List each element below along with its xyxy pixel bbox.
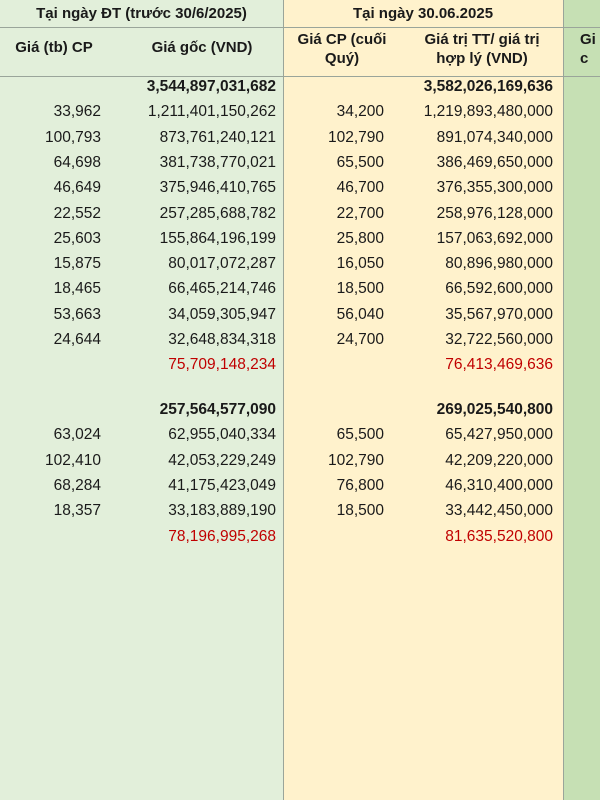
row-fair-value: 376,355,300,000 [436,179,553,197]
row-avg-price: 33,962 [53,103,101,121]
section-other-fair-value: 81,635,520,800 [445,527,553,545]
group-header-period-end: Tại ngày 30.06.2025 [352,5,494,22]
row-cost: 62,955,040,334 [168,426,276,444]
row-avg-price: 63,024 [53,426,101,444]
row-quarter-price: 22,700 [336,204,384,222]
row-cost: 41,175,423,049 [168,476,276,494]
header-fair-value-line1: Giá trị TT/ giá trị [424,31,540,48]
row-quarter-price: 102,790 [327,451,384,469]
row-quarter-price: 25,800 [336,229,384,247]
row-avg-price: 53,663 [53,305,101,323]
row-fair-value: 386,469,650,000 [436,153,553,171]
row-cost: 66,465,214,746 [168,280,276,298]
row-cost: 42,053,229,249 [168,451,276,469]
row-fair-value: 258,976,128,000 [436,204,553,222]
row-fair-value: 80,896,980,000 [445,255,553,273]
row-avg-price: 68,284 [53,476,101,494]
row-fair-value: 32,722,560,000 [445,331,553,348]
row-avg-price: 102,410 [44,451,101,469]
row-cost: 873,761,240,121 [159,128,276,146]
header-fair-value [404,30,560,68]
header-quarter-price [283,30,401,68]
header-next-column-line2: c [580,50,589,67]
row-cost: 257,285,688,782 [159,204,276,222]
row-quarter-price: 65,500 [336,153,384,171]
row-avg-price: 18,465 [53,280,101,298]
row-quarter-price: 56,040 [336,305,384,323]
row-avg-price: 18,357 [53,502,101,520]
row-avg-price: 25,603 [53,229,101,247]
group-header-investment-date: Tại ngày ĐT (trước 30/6/2025) [36,5,247,22]
column-divider [563,0,564,800]
row-avg-price: 100,793 [44,128,101,146]
row-cost: 1,211,401,150,262 [147,103,276,121]
row-avg-price: 24,644 [53,331,101,348]
row-avg-price: 64,698 [53,153,101,171]
section-total-fair-value: 3,582,026,169,636 [423,78,553,95]
row-quarter-price: 18,500 [336,502,384,520]
row-fair-value: 1,219,893,480,000 [423,103,553,121]
section-other-fair-value: 76,413,469,636 [445,356,553,374]
section-other-cost: 78,196,995,268 [168,527,276,545]
row-cost: 155,864,196,199 [159,229,276,247]
row-fair-value: 65,427,950,000 [445,426,553,444]
header-quarter-price-line1: Giá CP (cuối [297,31,387,48]
row-fair-value: 35,567,970,000 [445,305,553,323]
row-quarter-price: 76,800 [336,476,384,494]
header-cost: Giá gốc (VND) [151,39,253,56]
row-cost: 32,648,834,318 [168,331,276,348]
header-quarter-price-line2: Quý) [324,50,360,67]
next-column-band [563,0,600,800]
row-avg-price: 46,649 [53,179,101,197]
header-avg-price: Giá (tb) CP [15,39,93,56]
row-fair-value: 33,442,450,000 [445,502,553,520]
row-cost: 33,183,889,190 [168,502,276,520]
row-fair-value: 66,592,600,000 [445,280,553,298]
row-fair-value: 42,209,220,000 [445,451,553,469]
row-quarter-price: 46,700 [336,179,384,197]
header-fair-value-line2: hợp lý (VND) [436,50,528,67]
row-quarter-price: 102,790 [327,128,384,146]
row-avg-price: 22,552 [53,204,101,222]
row-quarter-price: 24,700 [336,331,384,348]
row-fair-value: 157,063,692,000 [436,229,553,247]
header-next-column-line1: Gi [580,31,596,48]
row-fair-value: 891,074,340,000 [436,128,553,146]
row-fair-value: 46,310,400,000 [445,476,553,494]
section-total-cost: 257,564,577,090 [159,401,276,418]
column-divider [283,0,284,800]
row-quarter-price: 18,500 [336,280,384,298]
row-quarter-price: 34,200 [336,103,384,121]
row-quarter-price: 16,050 [336,255,384,273]
row-cost: 375,946,410,765 [159,179,276,197]
row-avg-price: 15,875 [53,255,101,273]
header-next-column [580,30,600,68]
section-total-fair-value: 269,025,540,800 [436,401,553,418]
section-other-cost: 75,709,148,234 [168,356,276,374]
section-total-cost: 3,544,897,031,682 [146,78,276,95]
header-divider [0,27,600,28]
row-cost: 381,738,770,021 [159,153,276,171]
row-cost: 34,059,305,947 [168,305,276,323]
row-cost: 80,017,072,287 [168,255,276,273]
row-quarter-price: 65,500 [336,426,384,444]
